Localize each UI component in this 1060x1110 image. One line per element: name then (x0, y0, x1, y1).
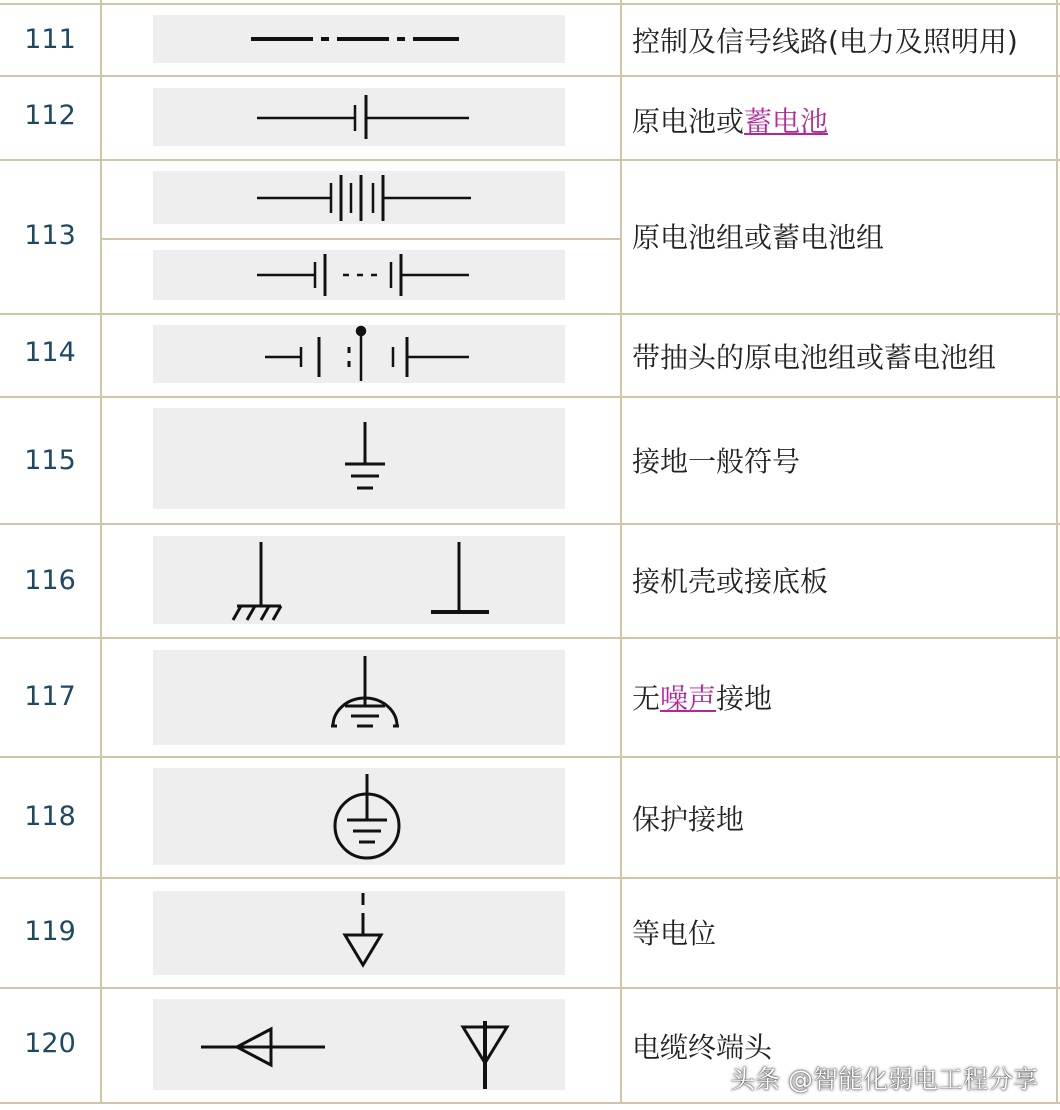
row-number: 114 (24, 337, 76, 368)
column-divider (100, 0, 102, 1104)
row-number: 112 (24, 100, 76, 131)
row-divider (0, 756, 1060, 758)
row-number: 120 (24, 1028, 76, 1059)
ground-symbol (153, 408, 565, 509)
row-divider (0, 637, 1060, 639)
battery-group-alt-symbol (153, 250, 565, 300)
row-divider (0, 3, 1060, 5)
battery-group-symbol (153, 171, 565, 224)
row-number: 115 (24, 445, 76, 476)
row-description: 电缆终端头 (632, 1031, 773, 1064)
row-number: 118 (24, 801, 76, 832)
row-divider (0, 396, 1060, 398)
row-number: 117 (24, 681, 76, 712)
row-description: 保护接地 (632, 803, 745, 836)
row-divider (0, 877, 1060, 879)
row-number: 119 (24, 916, 76, 947)
row-divider (0, 75, 1060, 77)
row-divider (0, 159, 1060, 161)
row-description: 等电位 (632, 917, 717, 950)
row-divider (0, 313, 1060, 315)
equipotential-symbol (153, 891, 565, 975)
row-divider (0, 987, 1060, 989)
protective-ground-symbol (153, 768, 565, 865)
column-divider (620, 0, 622, 1104)
primary-cell-symbol (153, 88, 565, 146)
row-number: 111 (24, 24, 76, 55)
noise-link[interactable]: 噪声 (660, 682, 717, 715)
watermark-text: 头条 @智能化弱电工程分享 (730, 1065, 1038, 1094)
noiseless-ground-symbol (153, 650, 565, 745)
cable-terminal-symbol (153, 999, 565, 1090)
row-number: 113 (24, 220, 76, 251)
control-signal-line-symbol (153, 15, 565, 63)
row-number: 116 (24, 565, 76, 596)
row-description: 带抽头的原电池组或蓄电池组 (632, 341, 997, 374)
chassis-ground-symbol (153, 536, 565, 624)
row-description: 原电池组或蓄电池组 (632, 221, 885, 254)
battery-link[interactable]: 蓄电池 (744, 105, 829, 138)
row-divider (0, 523, 1060, 525)
sub-row-divider (100, 238, 620, 240)
row-divider (0, 1102, 1060, 1104)
row-description: 原电池或蓄电池 (632, 105, 829, 138)
tapped-battery-symbol (153, 325, 565, 383)
row-description: 接机壳或接底板 (632, 565, 829, 598)
row-description: 控制及信号线路(电力及照明用) (632, 25, 1018, 58)
column-divider (1056, 0, 1058, 1104)
row-description: 无噪声接地 (632, 682, 773, 715)
row-description: 接地一般符号 (632, 445, 801, 478)
